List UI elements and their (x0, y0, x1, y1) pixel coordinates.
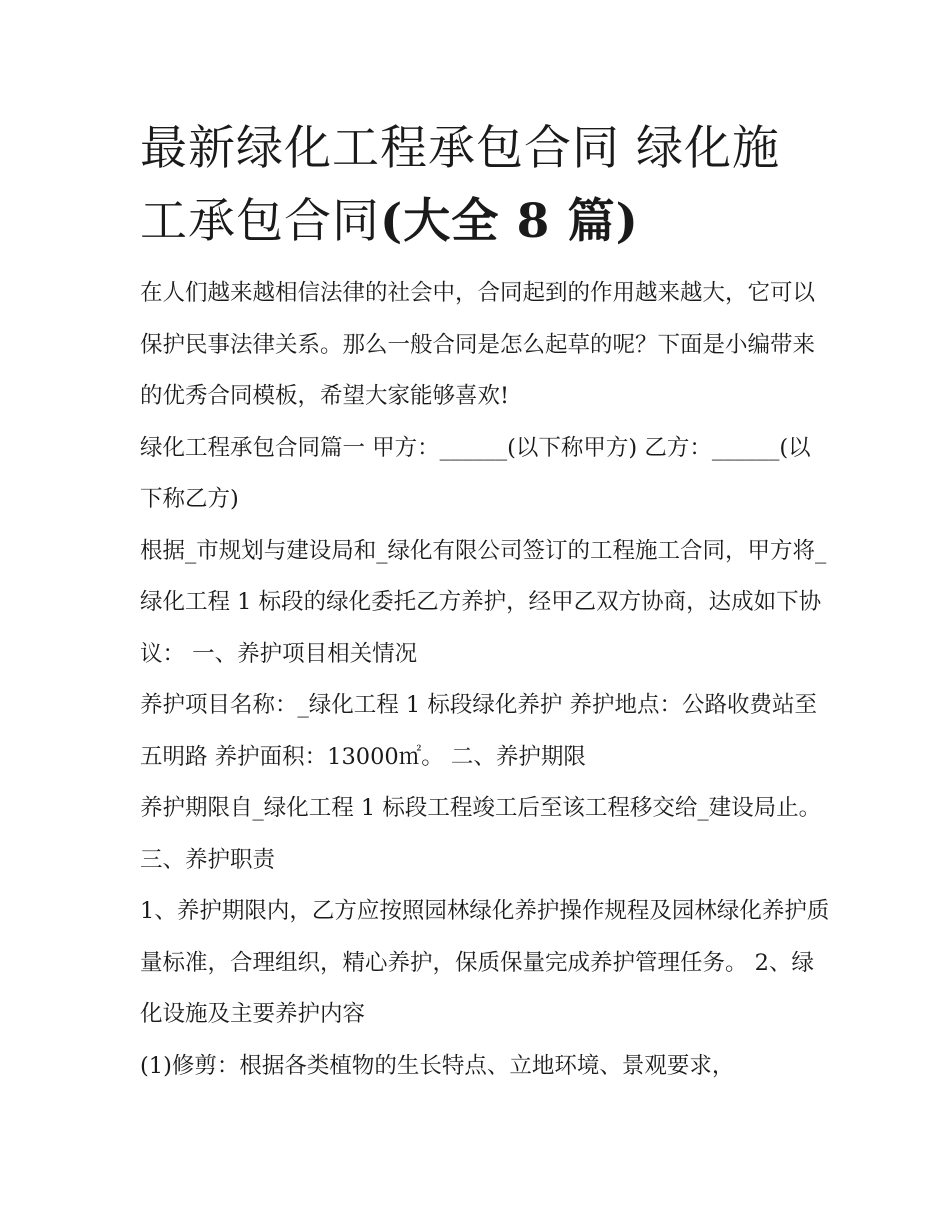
document-page (140, 112, 830, 1092)
intro-paragraph: 在人们越来越相信法律的社会中，合同起到的作用越来越大，它可以保护民事法律关系。那么一般合同是怎么起草的呢？下面是小编带来的优秀合同模板，希望大家能够喜欢! (140, 280, 816, 409)
basis-paragraph: 根据_市规划与建设局和_绿化有限公司签订的工程施工合同，甲方将_绿化工程 1 标段的绿化委托乙方养护，经甲乙双方协商，达成如下协议： 一、养护项目相关情况 (140, 537, 827, 667)
title-line-1: 最新绿化工程承包合同 绿化施 (140, 121, 780, 176)
parties-paragraph: 绿化工程承包合同篇一 甲方：______(以下称甲方) 乙方：______(以下称乙方) (140, 434, 811, 512)
duty-paragraph: 1、养护期限内，乙方应按照园林绿化养护操作规程及园林绿化养护质量标准，合理组织，精心养护，保质保量完成养护管理任务。 2、绿化设施及主要养护内容 (140, 898, 830, 1027)
title-line-2: 工承包合同 (140, 194, 380, 249)
document-title (140, 112, 830, 258)
title-line-2-suffix: (大全 8 篇) (380, 194, 639, 249)
project-info-paragraph: 养护项目名称：_绿化工程 1 标段绿化养护 养护地点：公路收费站至五明路 养护面积：13000㎡。 二、养护期限 (140, 692, 818, 770)
pruning-paragraph: (1)修剪：根据各类植物的生长特点、立地环境、景观要求， (140, 1052, 735, 1079)
term-paragraph: 养护期限自_绿化工程 1 标段工程竣工后至该工程移交给_建设局止。 三、养护职责 (140, 795, 822, 873)
